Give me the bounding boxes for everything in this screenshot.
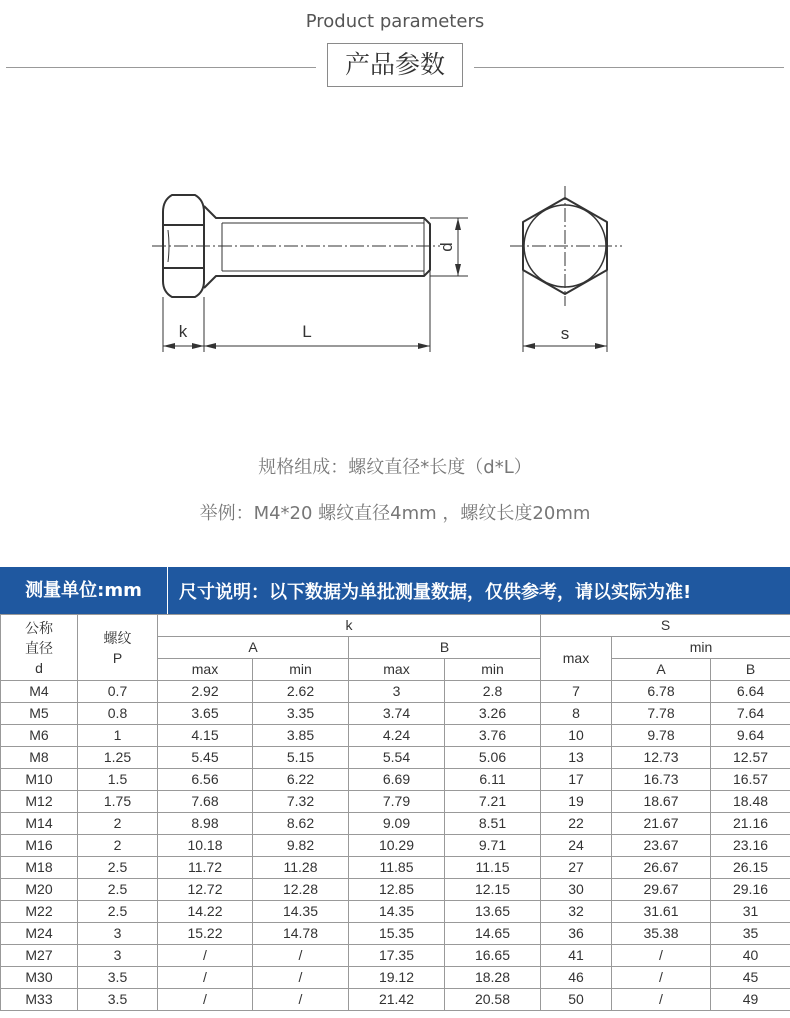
- table-cell: 14.78: [253, 923, 349, 945]
- table-cell: 32: [541, 901, 612, 923]
- table-cell: 7.21: [445, 791, 541, 813]
- table-cell: M18: [1, 857, 78, 879]
- header-s-max: max: [541, 637, 612, 681]
- table-cell: 4.15: [158, 725, 253, 747]
- table-cell: 13: [541, 747, 612, 769]
- section-title-cn: 产品参数: [327, 43, 463, 87]
- table-cell: 29.67: [612, 879, 711, 901]
- dimension-k-label: k: [178, 322, 188, 341]
- header-s: S: [541, 615, 790, 637]
- table-cell: M16: [1, 835, 78, 857]
- table-cell: 18.28: [445, 967, 541, 989]
- table-cell: 7.32: [253, 791, 349, 813]
- table-cell: 45: [711, 967, 790, 989]
- table-cell: M5: [1, 703, 78, 725]
- table-cell: 35.38: [612, 923, 711, 945]
- header-divider-left: [6, 67, 316, 68]
- table-cell: 12.57: [711, 747, 790, 769]
- table-cell: 19: [541, 791, 612, 813]
- table-row: [1, 989, 790, 1011]
- table-cell: 7.68: [158, 791, 253, 813]
- table-cell: 29.16: [711, 879, 790, 901]
- table-cell: 9.82: [253, 835, 349, 857]
- table-cell: 46: [541, 967, 612, 989]
- table-row: [1, 725, 790, 747]
- table-cell: 21.42: [349, 989, 445, 1011]
- table-cell: 18.67: [612, 791, 711, 813]
- table-cell: 9.09: [349, 813, 445, 835]
- table-cell: 21.67: [612, 813, 711, 835]
- table-row: [1, 703, 790, 725]
- table-cell: 31: [711, 901, 790, 923]
- table-cell: 11.72: [158, 857, 253, 879]
- table-cell: 1.75: [78, 791, 158, 813]
- table-cell: 13.65: [445, 901, 541, 923]
- table-cell: M6: [1, 725, 78, 747]
- table-cell: 1: [78, 725, 158, 747]
- table-cell: 2.5: [78, 857, 158, 879]
- table-cell: 17.35: [349, 945, 445, 967]
- table-row: [1, 835, 790, 857]
- table-cell: 6.78: [612, 681, 711, 703]
- header-nominal-diameter: 公称 直径 d: [1, 615, 78, 681]
- table-cell: M22: [1, 901, 78, 923]
- table-cell: 12.72: [158, 879, 253, 901]
- table-cell: 0.7: [78, 681, 158, 703]
- header-k-a-max: max: [158, 659, 253, 681]
- table-cell: 49: [711, 989, 790, 1011]
- table-cell: 3.65: [158, 703, 253, 725]
- table-cell: 21.16: [711, 813, 790, 835]
- table-cell: M14: [1, 813, 78, 835]
- table-row: [1, 857, 790, 879]
- table-cell: 20.58: [445, 989, 541, 1011]
- table-cell: 36: [541, 923, 612, 945]
- table-cell: 6.56: [158, 769, 253, 791]
- table-cell: M12: [1, 791, 78, 813]
- dimension-l-label: L: [302, 322, 312, 341]
- table-cell: 9.78: [612, 725, 711, 747]
- table-cell: 18.48: [711, 791, 790, 813]
- table-cell: M20: [1, 879, 78, 901]
- table-cell: 11.15: [445, 857, 541, 879]
- table-cell: 11.85: [349, 857, 445, 879]
- table-cell: 30: [541, 879, 612, 901]
- table-cell: 23.16: [711, 835, 790, 857]
- header-k-b-min: min: [445, 659, 541, 681]
- table-cell: 41: [541, 945, 612, 967]
- table-cell: 35: [711, 923, 790, 945]
- table-cell: 12.15: [445, 879, 541, 901]
- table-cell: 15.35: [349, 923, 445, 945]
- table-cell: M33: [1, 989, 78, 1011]
- table-cell: 6.11: [445, 769, 541, 791]
- table-body: [1, 681, 790, 1011]
- table-cell: 15.22: [158, 923, 253, 945]
- table-cell: 19.12: [349, 967, 445, 989]
- table-cell: 7.78: [612, 703, 711, 725]
- table-cell: 8: [541, 703, 612, 725]
- measurement-unit: 测量单位:mm: [0, 567, 168, 614]
- table-cell: 3: [78, 923, 158, 945]
- table-cell: /: [253, 989, 349, 1011]
- table-cell: 3.74: [349, 703, 445, 725]
- table-row: [1, 813, 790, 835]
- dimension-d-label: d: [437, 242, 456, 252]
- table-cell: 6.22: [253, 769, 349, 791]
- table-cell: 10.18: [158, 835, 253, 857]
- table-cell: 12.28: [253, 879, 349, 901]
- table-cell: M24: [1, 923, 78, 945]
- header-k: k: [158, 615, 541, 637]
- table-cell: 50: [541, 989, 612, 1011]
- table-cell: 3: [349, 681, 445, 703]
- table-cell: 5.06: [445, 747, 541, 769]
- table-row: [1, 681, 790, 703]
- table-cell: 24: [541, 835, 612, 857]
- table-cell: 23.67: [612, 835, 711, 857]
- table-cell: 0.8: [78, 703, 158, 725]
- table-cell: /: [158, 967, 253, 989]
- table-cell: /: [612, 945, 711, 967]
- table-cell: 9.71: [445, 835, 541, 857]
- header-s-min-b: B: [711, 659, 790, 681]
- bolt-drawing: [0, 180, 790, 360]
- table-cell: 7.79: [349, 791, 445, 813]
- header-k-a: A: [158, 637, 349, 659]
- table-cell: 14.35: [253, 901, 349, 923]
- table-cell: 6.69: [349, 769, 445, 791]
- table-row: [1, 769, 790, 791]
- table-cell: 1.5: [78, 769, 158, 791]
- table-cell: 31.61: [612, 901, 711, 923]
- table-row: [1, 747, 790, 769]
- table-row: [1, 967, 790, 989]
- table-cell: /: [612, 967, 711, 989]
- table-cell: 16.57: [711, 769, 790, 791]
- table-cell: 7: [541, 681, 612, 703]
- table-cell: 26.67: [612, 857, 711, 879]
- table-cell: /: [253, 945, 349, 967]
- table-cell: 11.28: [253, 857, 349, 879]
- table-row: [1, 791, 790, 813]
- section-title-en: Product parameters: [305, 11, 485, 32]
- table-cell: /: [158, 945, 253, 967]
- header-thread-pitch: 螺纹 P: [78, 615, 158, 681]
- table-cell: 8.51: [445, 813, 541, 835]
- header-k-b-max: max: [349, 659, 445, 681]
- table-cell: 14.35: [349, 901, 445, 923]
- table-cell: 1.25: [78, 747, 158, 769]
- table-cell: 17: [541, 769, 612, 791]
- table-cell: 3.85: [253, 725, 349, 747]
- table-cell: 6.64: [711, 681, 790, 703]
- header-k-b: B: [349, 637, 541, 659]
- table-cell: 5.15: [253, 747, 349, 769]
- table-cell: 16.73: [612, 769, 711, 791]
- table-cell: 2.8: [445, 681, 541, 703]
- table-cell: 14.65: [445, 923, 541, 945]
- table-cell: /: [612, 989, 711, 1011]
- table-cell: 22: [541, 813, 612, 835]
- table-row: [1, 901, 790, 923]
- header-divider-right: [474, 67, 784, 68]
- table-cell: 3.76: [445, 725, 541, 747]
- table-cell: 3.5: [78, 989, 158, 1011]
- table-cell: 4.24: [349, 725, 445, 747]
- table-cell: 10: [541, 725, 612, 747]
- table-cell: 5.54: [349, 747, 445, 769]
- table-cell: 3.35: [253, 703, 349, 725]
- table-cell: 14.22: [158, 901, 253, 923]
- table-cell: 2.5: [78, 879, 158, 901]
- table-cell: 27: [541, 857, 612, 879]
- table-cell: 5.45: [158, 747, 253, 769]
- header-k-a-min: min: [253, 659, 349, 681]
- table-cell: 2.62: [253, 681, 349, 703]
- table-cell: 40: [711, 945, 790, 967]
- table-cell: 2: [78, 813, 158, 835]
- dimension-note: 尺寸说明：以下数据为单批测量数据，仅供参考，请以实际为准!: [179, 581, 692, 603]
- table-cell: 3.5: [78, 967, 158, 989]
- table-cell: 26.15: [711, 857, 790, 879]
- table-cell: M30: [1, 967, 78, 989]
- header-s-min: min: [612, 637, 790, 659]
- table-cell: M27: [1, 945, 78, 967]
- table-cell: 8.62: [253, 813, 349, 835]
- spec-example: 举例：M4*20 螺纹直径4mm ，螺纹长度20mm: [199, 503, 591, 524]
- table-cell: /: [158, 989, 253, 1011]
- table-cell: M8: [1, 747, 78, 769]
- table-cell: 12.73: [612, 747, 711, 769]
- table-cell: 8.98: [158, 813, 253, 835]
- header-s-min-a: A: [612, 659, 711, 681]
- table-cell: M10: [1, 769, 78, 791]
- table-cell: 2: [78, 835, 158, 857]
- table-row: [1, 923, 790, 945]
- spec-composition: 规格组成：螺纹直径*长度（d*L）: [258, 457, 532, 478]
- dimension-s-label: s: [560, 324, 570, 343]
- table-cell: M4: [1, 681, 78, 703]
- table-cell: 2.5: [78, 901, 158, 923]
- table-cell: 16.65: [445, 945, 541, 967]
- table-cell: 2.92: [158, 681, 253, 703]
- parameter-table: [0, 614, 790, 1011]
- table-cell: 9.64: [711, 725, 790, 747]
- table-cell: 3.26: [445, 703, 541, 725]
- table-banner: [0, 567, 790, 614]
- table-row: [1, 879, 790, 901]
- table-cell: 12.85: [349, 879, 445, 901]
- table-cell: 3: [78, 945, 158, 967]
- table-cell: 7.64: [711, 703, 790, 725]
- table-cell: 10.29: [349, 835, 445, 857]
- table-row: [1, 945, 790, 967]
- table-cell: /: [253, 967, 349, 989]
